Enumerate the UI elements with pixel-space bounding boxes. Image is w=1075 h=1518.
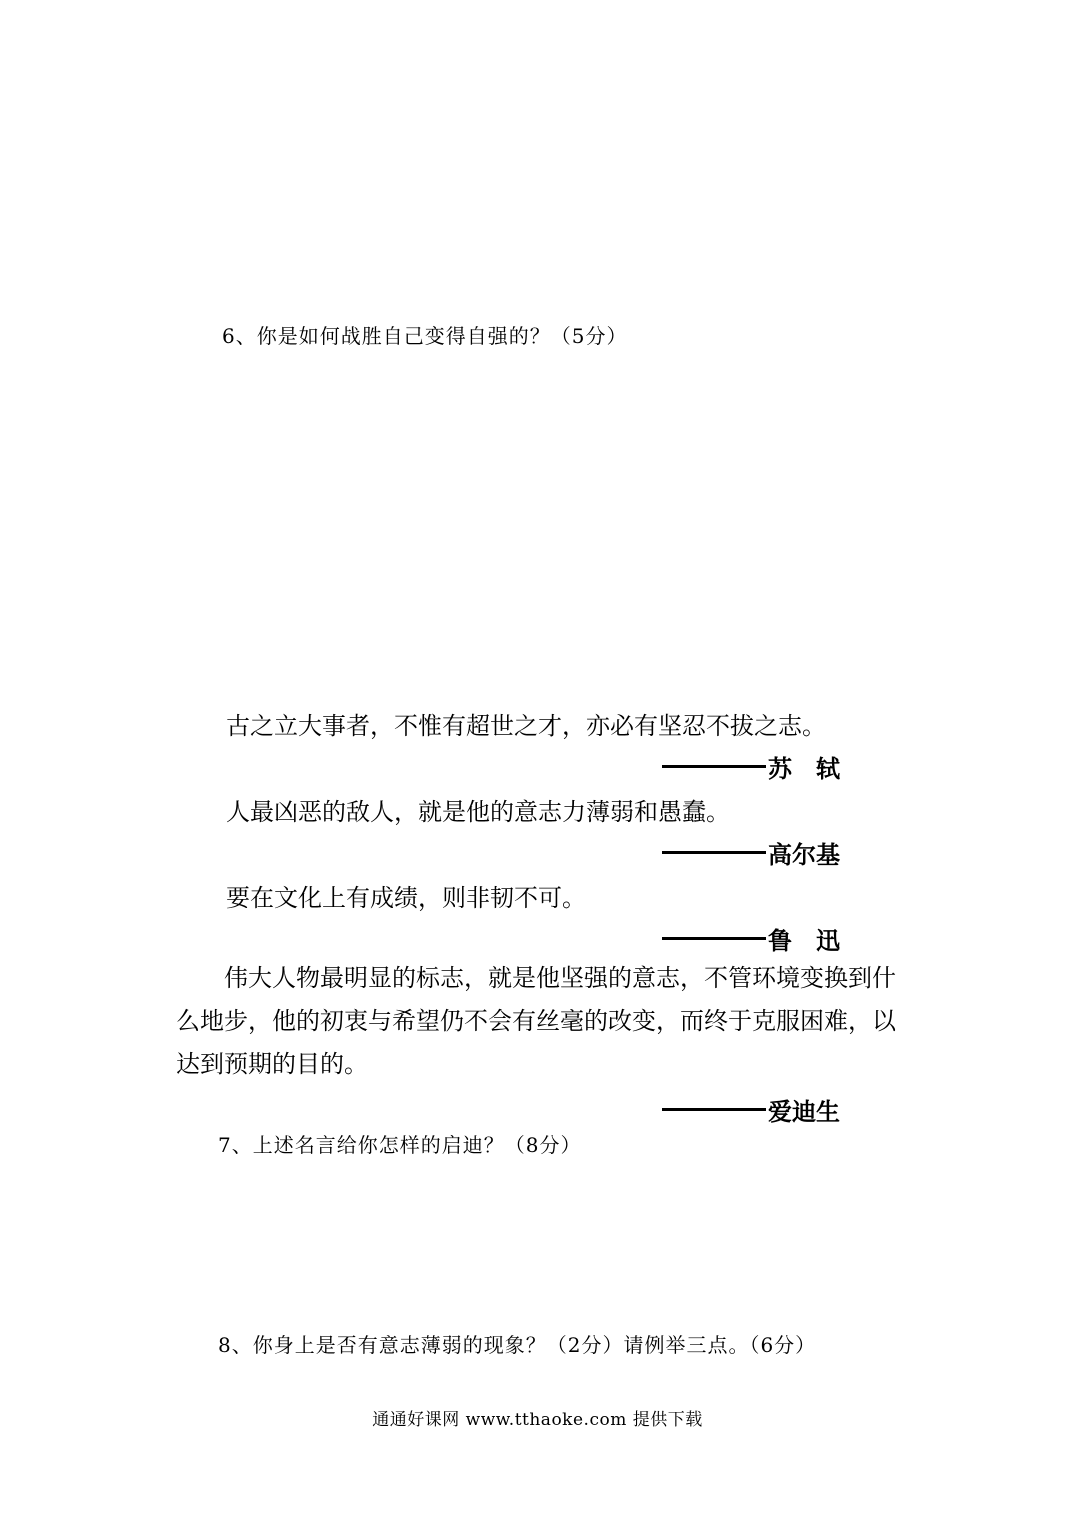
quote-2-attribution: [662, 835, 842, 870]
question-8: 8、你身上是否有意志薄弱的现象？（2分）请例举三点。（6分）: [218, 1333, 817, 1357]
quote-3-attribution: [662, 921, 842, 956]
attribution-dash: [662, 1108, 766, 1111]
quote-3-author: 鲁 迅: [768, 927, 840, 955]
quote-4-author: 爱迪生: [768, 1098, 840, 1126]
question-7: 7、上述名言给你怎样的启迪？（8分）: [218, 1133, 582, 1157]
attribution-dash: [662, 851, 766, 854]
quote-2-text: 人最凶恶的敌人，就是他的意志力薄弱和愚蠢。: [226, 798, 730, 826]
attribution-dash: [662, 765, 766, 768]
quote-1-attribution: [662, 749, 842, 784]
quote-4-attribution: [662, 1092, 842, 1127]
quote-2-author: 高尔基: [768, 841, 840, 869]
attribution-dash: [662, 937, 766, 940]
question-6: 6、你是如何战胜自己变得自强的？（5分）: [222, 324, 628, 348]
page-footer: 通通好课网 www.tthaoke.com 提供下载: [372, 1410, 703, 1430]
quote-4-text: 伟大人物最明显的标志，就是他坚强的意志，不管环境变换到什么地步，他的初衷与希望仍不会有丝毫的改变，而终于克服困难，以达到预期的目的。: [176, 964, 896, 1078]
quote-1-author: 苏 轼: [768, 755, 840, 783]
quote-3-text: 要在文化上有成绩，则非韧不可。: [226, 884, 586, 912]
quote-1-text: 古之立大事者，不惟有超世之才，亦必有坚忍不拔之志。: [226, 712, 826, 740]
